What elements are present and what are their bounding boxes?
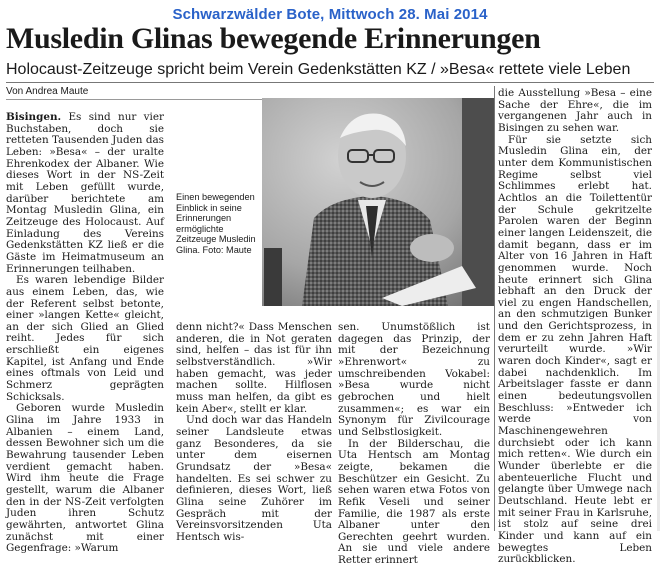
photo-caption: Einen bewegenden Einblick in seine Erinnerungen ermöglichte Zeitzeuge Musledin Glina. Foto: Maute	[176, 192, 256, 255]
paragraph: Geboren wurde Musledin Glina im Jahre 1933 in Albanien – einem Land, dessen Bewohner sich um die Bewahrung tausender Leben verdient gemacht haben. Wird ihm heute die Frage gestellt, warum die Albaner den in der NS-Zeit verfolgten Juden ihren Schutz gewährten, antwortet Glina zunächst mit einer Gegenfrage: »Warum	[6, 402, 164, 555]
article-headline: Musledin Glinas bewegende Erinnerungen	[6, 22, 541, 55]
paragraph: sen. Unumstößlich ist dagegen das Prinzip, der mit der Bezeichnung »Ehrenwort« zu umschreibenden Vokabel: »Besa wurde nicht gebrochen und hielt zusammen«; es war ein Synonym für Zivilcourage und Selbstlosigkeit.	[338, 321, 490, 438]
paragraph: Für sie setzte sich Musledin Glina ein, der unter dem Kommunistischen Regime selbst viel Schlimmes erlebt hat. Achtlos an die Toilettentür der Schule gekritzelte Parolen waren der Beginn einer langen Leidenszeit, die damit begann, dass er im Alter von 16 Jahren in Haft genommen wurde. Noch heute erinnert sich Glina lebhaft an den Druck der viel zu engen Handschellen, an den schmutzigen Bunker und den Gerichtsprozess, in dem er zu zehn Jahren Haft verurteilt wurde. »Wir waren doch Kinder«, sagt er dabei nachdenklich. Im Arbeitslager fasste er dann einen bedeutungsvollen Beschluss: »Entweder ich werde von Maschinengewehren durchsiebt oder ich kann mich retten«. Wie durch ein Wunder überlebte er die abenteuerliche Flucht und gelangte über Umwege nach Deutschland. Heute lebt er mit seiner Frau in Karlsruhe, ist stolz auf seine drei Kinder und kann auf ein bewegtes Leben zurückblicken.	[498, 133, 652, 566]
paragraph-text: Es sind nur vier Buchstaben, doch sie retteten Tausenden Juden das Leben: »Besa« – der uralte Ehrenkodex der Albaner. Wie dieses Wort in der NS-Zeit mit Leben gefüllt wurde, darüber berichtete am Montag Musledin Glina, ein Zeitzeuge des Holocaust. Auf Einladung des Vereins Gedenkstätten KZ ließ er die Gäste im Heimatmuseum an Erinnerungen teilhaben.	[6, 111, 164, 275]
paragraph: In der Bilderschau, die Uta Hentsch am Montag zeigte, bekamen die Beschützer ein Gesicht. Zu sehen waren etwa Fotos von Refik Veseli und seiner Familie, die 1987 als erste Albaner unter den Gerechten geehrt wurden. An sie und viele andere Retter erinnert	[338, 437, 490, 567]
article-subheadline: Holocaust-Zeitzeuge spricht beim Verein Gedenkstätten KZ / »Besa« rettete viele Leben	[6, 61, 631, 78]
paragraph: die Ausstellung »Besa – eine Sache der Ehre«, die im vergangenen Jahr auch in Bisingen zu sehen war.	[498, 87, 652, 134]
article-byline: Von Andrea Maute	[6, 86, 89, 97]
paragraph: Es waren lebendige Bilder aus einem Leben, das, wie der Referent selbst betonte, einer »langen Kette« gleicht, an der sich Glied an Glied reiht. Jedes für sich erschließt ein eigenes Kapitel, ist Anfang und Ende eines oftmals von Leid und Schmerz geprägten Schicksals.	[6, 274, 164, 403]
top-rule	[6, 82, 654, 83]
article-column-1	[6, 111, 164, 555]
article-column-2	[176, 321, 332, 543]
paragraph: Und doch war das Handeln seiner Landsleute etwas ganz Besonderes, da sie unter dem eisernen Grundsatz der »Besa« handelten. Es sei schwer zu definieren, dieses Wort, ließ Glina seine Zuhörer im Gespräch mit der Vereinsvorsitzenden Uta Hentsch wis-	[176, 414, 332, 543]
paragraph: denn nicht?« Dass Menschen anderen, die in Not geraten sind, helfen – das ist für ihn selbstverständlich. »Wir haben gemacht, was jeder machen sollte. Hilflosen muss man helfen, da gibt es kein Aber«, stellt er klar.	[176, 321, 332, 415]
article-column-3	[338, 321, 490, 567]
column-divider-right	[494, 86, 495, 531]
dateline-place: Bisingen.	[6, 111, 62, 123]
article-column-4	[498, 87, 652, 566]
photo-illustration	[262, 98, 494, 306]
article-photo	[262, 98, 494, 306]
newspaper-source-line: Schwarzwälder Bote, Mittwoch 28. Mai 2014	[172, 6, 488, 23]
paragraph-lead	[6, 112, 164, 275]
